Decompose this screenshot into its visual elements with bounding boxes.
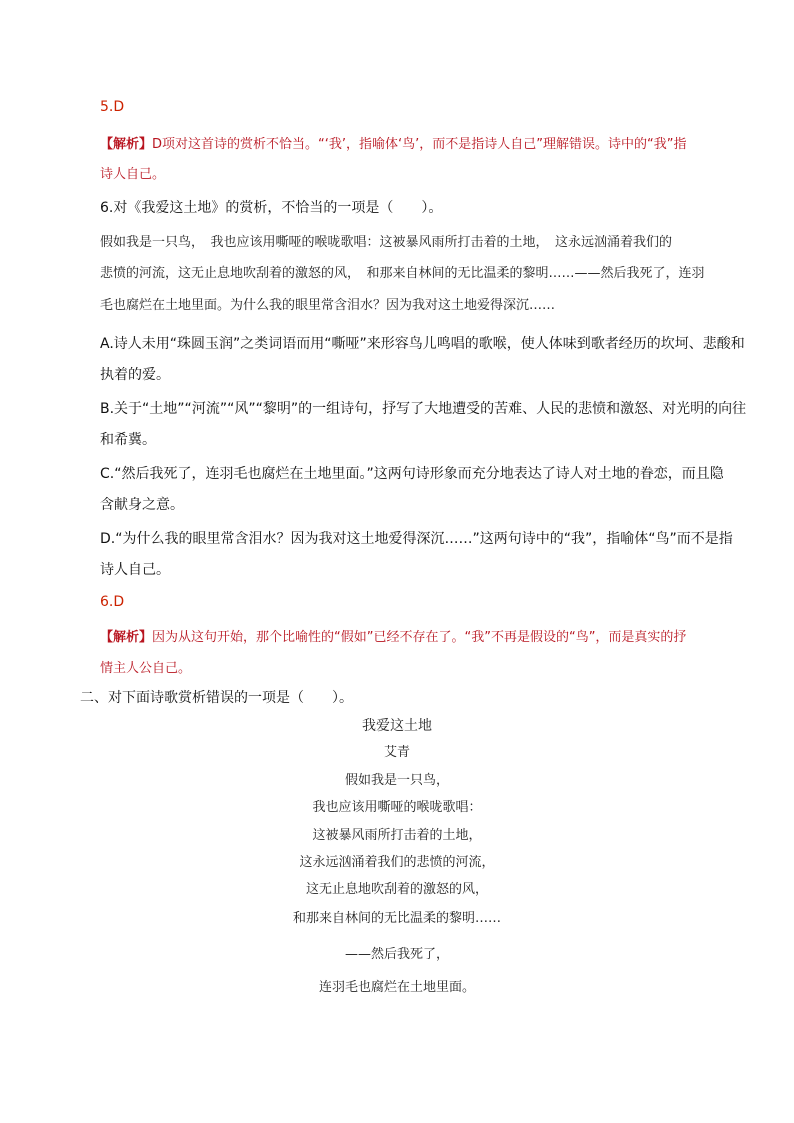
poem-line: 连羽毛也腐烂在土地里面。: [318, 980, 475, 995]
question-6: 6.对《我爱这土地》的赏析，不恰当的一项是（ ）。: [100, 200, 443, 216]
poem-line: ——然后我死了，: [344, 947, 449, 962]
explanation-6-line2: 情主人公自己。: [100, 661, 192, 676]
option-d-line2: 诗人自己。: [100, 562, 170, 578]
answer-5: 5.D: [100, 99, 125, 115]
option-c-line2: 含献身之意。: [100, 497, 184, 513]
poem-excerpt-line2: 悲愤的河流，这无止息地吹刮着的激怒的风， 和那来自林间的无比温柔的黎明……——然后我死了，连羽: [100, 266, 705, 281]
option-d-line1: D.“为什么我的眼里常含泪水？因为我对这土地爱得深沉……”这两句诗中的“我”，指喻体“鸟”而不是指: [100, 531, 733, 547]
answer-6: 6.D: [100, 594, 125, 610]
poem-line: 和那来自林间的无比温柔的黎明……: [292, 911, 501, 926]
poem-line: 假如我是一只鸟，: [344, 773, 449, 788]
option-a-line1: A.诗人未用“珠圆玉润”之类词语而用“嘶哑”来形容鸟儿鸣唱的歌喉，使人体味到歌者经历的坎坷、悲酸和: [100, 336, 745, 352]
section-2-question: 二、对下面诗歌赏析错误的一项是（ ）。: [80, 690, 353, 706]
explanation-text: 因为从这句开始，那个比喻性的“假如”已经不存在了。“我”不再是假设的“鸟”，而是真实的抒: [152, 630, 687, 645]
explanation-5-line1: [100, 135, 687, 155]
explanation-tag: 【解析】: [100, 137, 153, 152]
explanation-text: D项对这首诗的赏析不恰当。“‘我’，指喻体‘鸟’，而不是指诗人自己”理解错误。诗中的“我”指: [152, 137, 687, 152]
poem-line: 这被暴风雨所打击着的土地，: [312, 828, 482, 843]
explanation-6-line1: [100, 628, 686, 648]
poem-excerpt-line1: 假如我是一只鸟， 我也应该用嘶哑的喉咙歌唱：这被暴风雨所打击着的土地， 这永远汹涌着我们的: [100, 235, 673, 250]
poem-line: 这无止息地吹刮着的激怒的风，: [305, 882, 488, 897]
explanation-tag: 【解析】: [100, 630, 153, 645]
option-b-line1: B.关于“土地”“河流”“风”“黎明”的一组诗句，抒写了大地遭受的苦难、人民的悲愤和激怒、对光明的向往: [100, 401, 747, 417]
explanation-5-line2: 诗人自己。: [100, 167, 166, 182]
poem-excerpt-line3: 毛也腐烂在土地里面。为什么我的眼里常含泪水？因为我对这土地爱得深沉……: [100, 298, 556, 313]
poem-title: 我爱这土地: [362, 718, 432, 734]
option-c-line1: C.“然后我死了，连羽毛也腐烂在土地里面。”这两句诗形象而充分地表达了诗人对土地的眷恋，而且隐: [100, 466, 724, 482]
poem-author: 艾青: [383, 745, 410, 760]
option-a-line2: 执着的爱。: [100, 367, 170, 383]
option-b-line2: 和希冀。: [100, 432, 156, 448]
poem-line: 我也应该用嘶哑的喉咙歌唱：: [312, 800, 482, 815]
poem-line: 这永远汹涌着我们的悲愤的河流，: [299, 855, 495, 870]
